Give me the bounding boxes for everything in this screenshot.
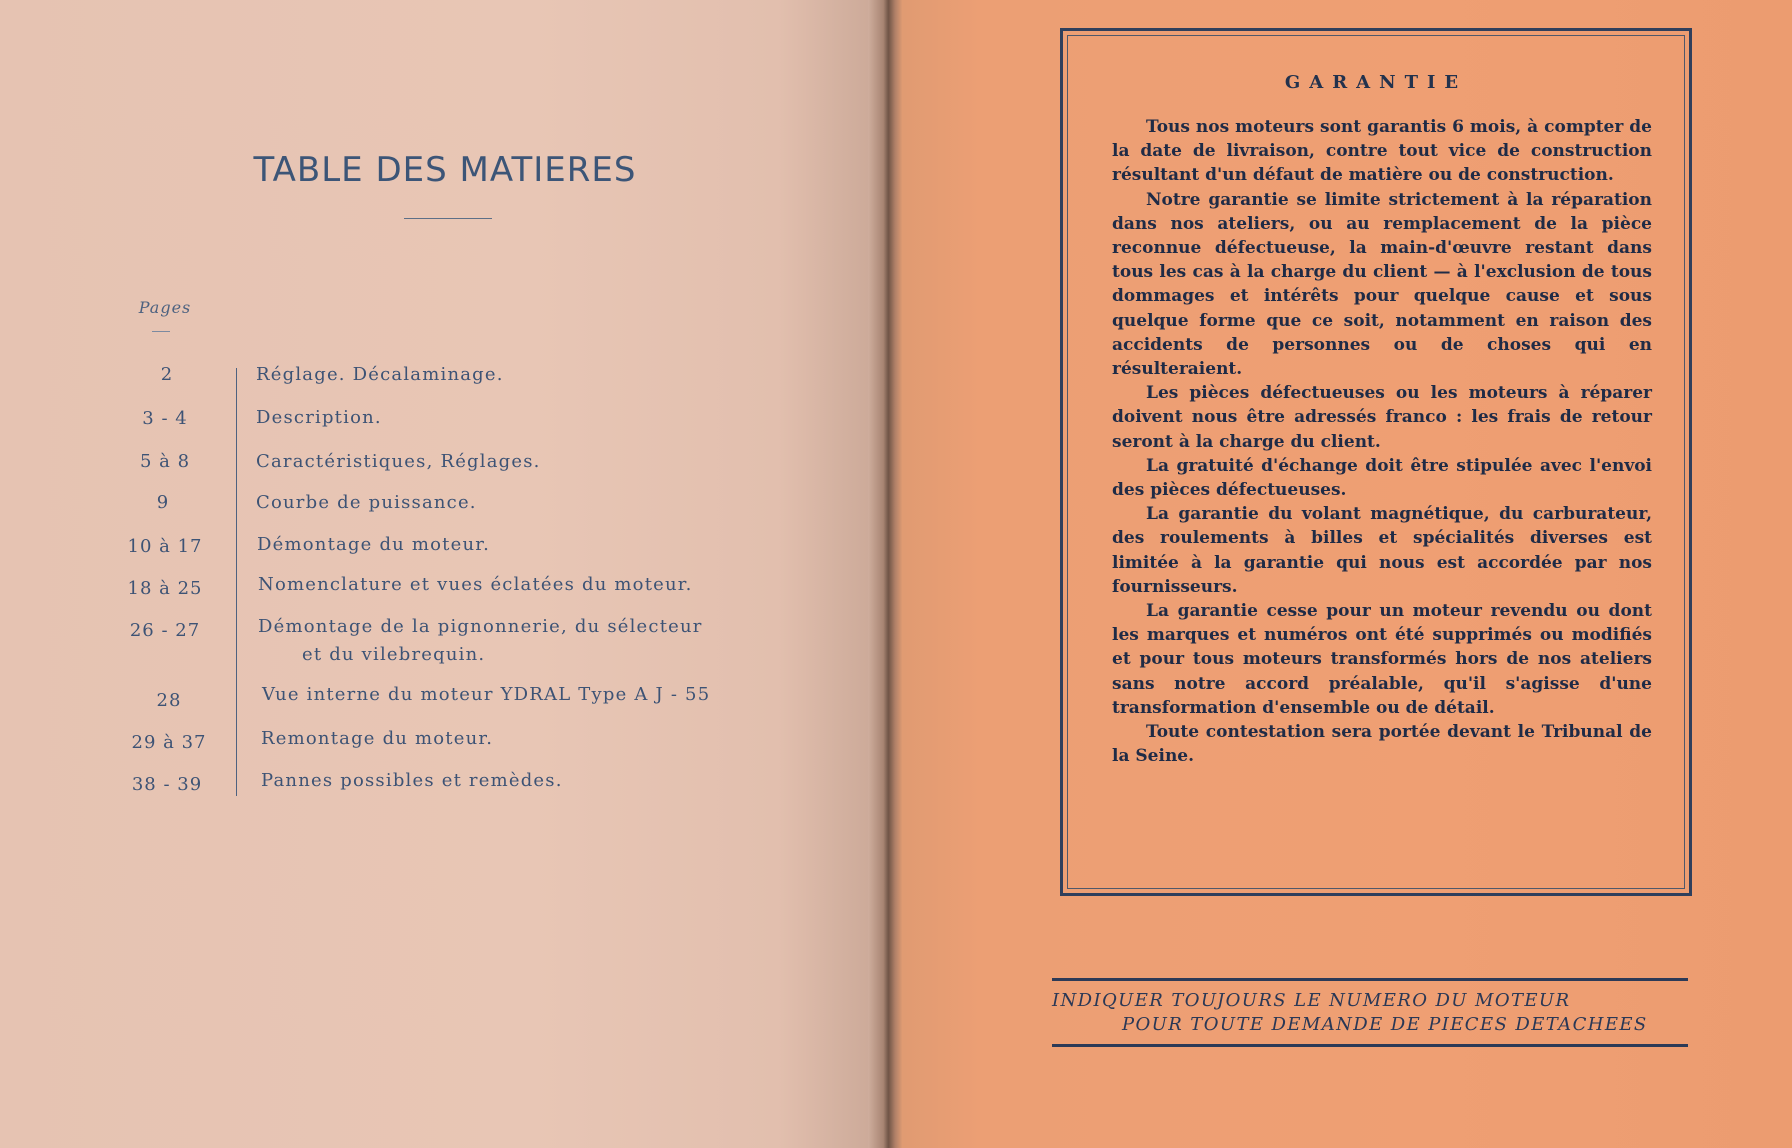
footer-rule-bottom: [1052, 1044, 1688, 1047]
title-divider: [404, 218, 492, 219]
toc-entry-pages: 38 - 39: [131, 774, 203, 795]
toc-entry-text: Nomenclature et vues éclatées du moteur.: [258, 574, 693, 595]
toc-entry-text: Remontage du moteur.: [261, 728, 494, 749]
toc-entry-pages: 2: [160, 364, 174, 385]
toc-entry-pages: 10 à 17: [127, 536, 203, 557]
garantie-paragraph: Notre garantie se limite strictement à la réparation dans nos ateliers, ou au remplacement de la pièce reconnue défectueuse, la main-d'œuvre restant dans tous les cas à la charge du client — à l'exclusion de tous dommages et intérêts pour quelque cause et sous quelque forme que ce soit, notamment en raison des accidents de personnes ou de choses qui en résulteraient.: [1112, 189, 1652, 380]
footer-rule-top: [1052, 978, 1688, 981]
toc-entry-pages: 9: [156, 492, 170, 513]
footer-notice-line2: POUR TOUTE DEMANDE DE PIECES DETACHEES: [1122, 1014, 1648, 1035]
garantie-paragraph: La garantie cesse pour un moteur revendu ou dont les marques et numéros ont été supprimés ou modifiés et pour tous moteurs transformés hors de nos ateliers sans notre accord préalable, qu'il s'agisse d'une transformation d'ensemble ou de détail.: [1112, 601, 1652, 718]
garantie-paragraph: La gratuité d'échange doit être stipulée avec l'envoi des pièces défectueuses.: [1112, 455, 1652, 501]
toc-entry-text: Vue interne du moteur YDRAL Type A J - 55: [262, 684, 711, 705]
toc-entry-pages: 3 - 4: [142, 408, 188, 429]
toc-entry-pages: 5 à 8: [139, 451, 191, 472]
toc-entry-text: Courbe de puissance.: [256, 492, 477, 513]
toc-entry-text: Description.: [256, 407, 382, 428]
toc-entry-text: Démontage de la pignonnerie, du sélecteur: [258, 616, 703, 637]
toc-entry-pages: 29 à 37: [131, 732, 207, 753]
toc-entry-text-continued: et du vilebrequin.: [302, 644, 486, 665]
garantie-paragraph: Les pièces défectueuses ou les moteurs à réparer doivent nous être adressés franco : les frais de retour seront à la charge du client.: [1112, 383, 1652, 452]
garantie-paragraph: La garantie du volant magnétique, du carburateur, des roulements à billes et spécialités diverses est limitée à la garantie qui nous est accordée par nos fournisseurs.: [1112, 504, 1652, 597]
toc-entry-pages: 18 à 25: [127, 578, 203, 599]
toc-entry-pages: 26 - 27: [129, 620, 201, 641]
toc-entry-text: Caractéristiques, Réglages.: [256, 451, 541, 472]
book-gutter: [868, 0, 902, 1148]
garantie-paragraph: Tous nos moteurs sont garantis 6 mois, à compter de la date de livraison, contre tout vice de construction résultant d'un défaut de matière ou de construction.: [1112, 117, 1652, 186]
toc-vertical-rule: [236, 368, 237, 796]
pages-label-dash: [152, 331, 170, 332]
toc-entry-text: Réglage. Décalaminage.: [256, 364, 504, 385]
toc-entry-pages: 28: [156, 690, 182, 711]
garantie-body: [1112, 115, 1652, 768]
pages-column-label: Pages: [138, 298, 192, 317]
toc-entry-text: Pannes possibles et remèdes.: [261, 770, 563, 791]
garantie-title: GARANTIE: [1284, 72, 1468, 93]
toc-entry-text: Démontage du moteur.: [257, 534, 491, 555]
toc-title: TABLE DES MATIERES: [253, 150, 637, 190]
garantie-paragraph: Toute contestation sera portée devant le Tribunal de la Seine.: [1112, 722, 1652, 767]
footer-notice-line1: INDIQUER TOUJOURS LE NUMERO DU MOTEUR: [1052, 990, 1571, 1011]
